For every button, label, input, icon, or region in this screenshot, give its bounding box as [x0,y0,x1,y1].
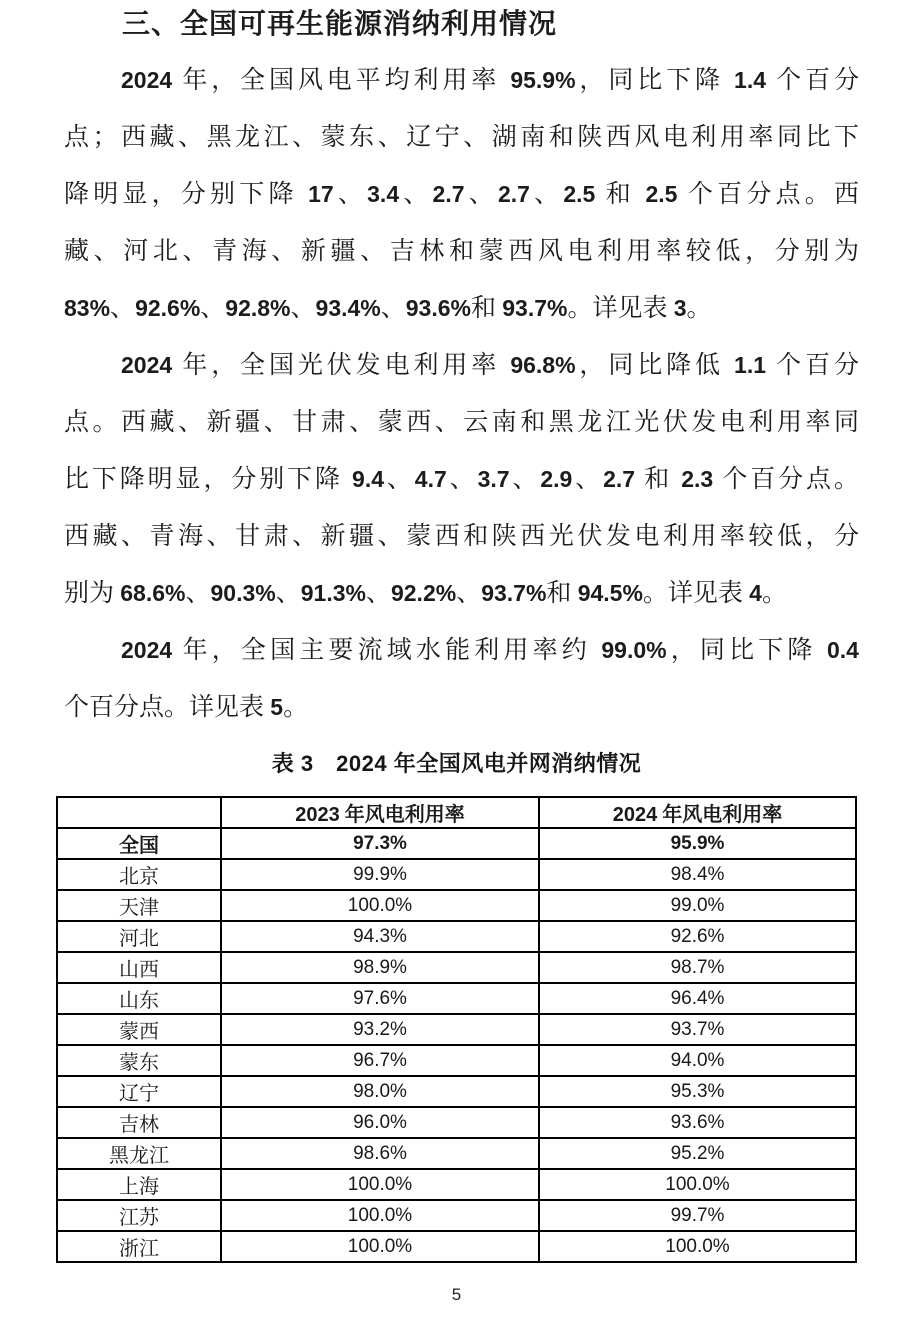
region-cell: 浙江 [57,1231,221,1262]
text-run [314,751,337,776]
text-run: 、 [572,466,604,493]
text-run: 、 [200,295,226,322]
text-run: 年风电利用率 [339,804,465,826]
number-text: 99.0% [601,637,667,663]
number-text: 2024 [336,751,388,776]
text-run: 、 [456,580,482,607]
number-text: 5 [270,694,284,720]
text-run: 个百分点。详见表 [64,694,271,721]
region-cell: 山东 [57,983,221,1014]
value-2023-cell: 100.0% [221,1231,539,1262]
text-run: 、 [509,466,541,493]
number-text: 17 [308,181,334,207]
value-2023-cell: 100.0% [221,890,539,921]
number-text: 83% [64,295,111,321]
number-text: 93.7% [481,580,547,606]
text-run: 、 [365,580,391,607]
value-2023-cell: 100.0% [221,1200,539,1231]
paragraph-line [64,508,859,565]
number-text: 1.1 [734,352,767,378]
paragraph-line [64,337,859,394]
text-run: 、 [275,580,301,607]
paragraph-line [64,565,859,622]
number-text: 93.6% [405,295,471,321]
text-run: 。 [761,580,787,607]
number-text: 93.7% [502,295,568,321]
value-2024-cell: 95.9% [539,828,856,859]
text-run: 别为 [64,580,121,607]
number-text: 93.4% [315,295,381,321]
text-run: 。详见表 [567,295,674,322]
number-text: 2.5 [563,181,596,207]
table-row [57,828,856,859]
number-text: 2024 [121,352,173,378]
number-text: 96.8% [510,352,576,378]
number-text: 9.4 [352,466,385,492]
number-text: 2024 [121,637,173,663]
value-2024-cell: 99.7% [539,1200,856,1231]
number-text: 2.3 [681,466,714,492]
table-header-cell [539,797,856,828]
table-row [57,1169,856,1200]
value-2024-cell: 98.4% [539,859,856,890]
value-2023-cell: 98.9% [221,952,539,983]
value-2024-cell: 100.0% [539,1231,856,1262]
paragraph-line [64,451,859,508]
table-header-row [57,797,856,828]
value-2023-cell: 98.0% [221,1076,539,1107]
text-run: 藏、河北、青海、新疆、吉林和蒙西风电利用率较低，分别为 [64,238,859,265]
region-cell: 黑龙江 [57,1138,221,1169]
number-text: 94.5% [577,580,643,606]
paragraph-line [64,394,859,451]
value-2024-cell: 95.3% [539,1076,856,1107]
text-run: 年全国风电并网消纳情况 [387,751,642,776]
table-row [57,1045,856,1076]
value-2023-cell: 97.6% [221,983,539,1014]
paragraph-line [64,280,859,337]
table-row [57,859,856,890]
text-run: ，同比降低 [575,352,735,379]
text-run: 。 [686,295,712,322]
table-header-cell [221,797,539,828]
paragraph-line [64,223,859,280]
number-text: 1.4 [734,67,767,93]
text-run: 、 [110,295,136,322]
number-text: 2.7 [603,466,636,492]
table-row [57,1107,856,1138]
number-text: 2.7 [432,181,465,207]
region-cell: 蒙西 [57,1014,221,1045]
paragraph-line [64,52,859,109]
section-heading: 三、全国可再生能源消纳利用情况 [122,8,558,39]
region-cell: 天津 [57,890,221,921]
value-2023-cell: 96.0% [221,1107,539,1138]
text-run: 个百分点。西 [677,181,859,208]
number-text: 91.3% [300,580,366,606]
value-2024-cell: 94.0% [539,1045,856,1076]
text-run: 个百分点。 [713,466,859,493]
text-run: 。详见表 [642,580,750,607]
text-run: 年，全国主要流域水能利用率约 [172,637,602,664]
number-text: 2024 [121,67,173,93]
text-run: ，同比下降 [575,67,735,94]
number-text: 92.6% [135,295,201,321]
region-cell: 河北 [57,921,221,952]
table-row [57,921,856,952]
region-cell: 山西 [57,952,221,983]
number-text: 2024 [612,804,658,826]
text-run: 、 [333,181,368,208]
value-2024-cell: 98.7% [539,952,856,983]
body-paragraphs [64,52,859,736]
value-2024-cell: 100.0% [539,1169,856,1200]
text-run: 和 [546,580,578,607]
number-text: 3.4 [367,181,400,207]
value-2023-cell: 99.9% [221,859,539,890]
text-run: 和 [635,466,682,493]
number-text: 2.5 [645,181,678,207]
value-2024-cell: 99.0% [539,890,856,921]
value-2024-cell: 92.6% [539,921,856,952]
number-text: 95.9% [510,67,576,93]
number-text: 2.9 [540,466,573,492]
table-body [57,828,856,1262]
number-text: 3 [300,751,314,776]
text-run: 个百分 [766,67,859,94]
page-number: 5 [451,1285,462,1304]
number-text: 0.4 [827,637,859,663]
text-run: 表 [271,751,301,776]
table-title [0,746,913,782]
text-run: 、 [185,580,211,607]
value-2023-cell: 97.3% [221,828,539,859]
number-text: 2023 [295,804,340,826]
table-row [57,1014,856,1045]
table-row [57,1200,856,1231]
number-text: 92.8% [225,295,291,321]
text-run: 年风电利用率 [657,804,783,826]
number-text: 92.2% [390,580,457,606]
text-run: 和 [595,181,646,208]
text-run: 比下降明显，分别下降 [64,466,353,493]
region-cell: 辽宁 [57,1076,221,1107]
text-run: 、 [399,181,433,208]
text-run: 、 [384,466,415,493]
number-text: 68.6% [120,580,186,606]
table-row [57,952,856,983]
number-text: 3.7 [477,466,510,492]
table-row [57,890,856,921]
value-2023-cell: 94.3% [221,921,539,952]
value-2023-cell: 100.0% [221,1169,539,1200]
value-2024-cell: 95.2% [539,1138,856,1169]
text-run: 年，全国风电平均利用率 [172,67,511,94]
value-2024-cell: 93.6% [539,1107,856,1138]
table-row [57,1231,856,1262]
region-cell: 北京 [57,859,221,890]
table-header-cell [57,797,221,828]
number-text: 4 [749,580,762,606]
paragraph-line [64,166,859,223]
text-run: 降明显，分别下降 [64,181,309,208]
table-row [57,1076,856,1107]
region-cell: 全国 [57,828,221,859]
text-run: 。 [283,694,309,721]
text-run: 和 [470,295,503,322]
number-text: 2.7 [497,181,530,207]
text-run: 个百分 [766,352,859,379]
value-2023-cell: 96.7% [221,1045,539,1076]
text-run: 西藏、青海、甘肃、新疆、蒙西和陕西光伏发电利用率较低，分 [64,523,859,550]
text-run: 点。西藏、新疆、甘肃、蒙西、云南和黑龙江光伏发电利用率同 [64,409,859,436]
number-text: 3 [673,295,687,321]
text-run: 点；西藏、黑龙江、蒙东、辽宁、湖南和陕西风电利用率同比下 [64,124,859,151]
paragraph-line [64,622,859,679]
region-cell: 上海 [57,1169,221,1200]
region-cell: 蒙东 [57,1045,221,1076]
region-cell: 江苏 [57,1200,221,1231]
paragraph-line [64,679,859,736]
value-2023-cell: 93.2% [221,1014,539,1045]
number-text: 4.7 [414,466,447,492]
text-run: 、 [290,295,316,322]
number-text: 90.3% [210,580,276,606]
text-run: 、 [446,466,478,493]
value-2024-cell: 93.7% [539,1014,856,1045]
region-cell: 吉林 [57,1107,221,1138]
text-run: 、 [529,181,564,208]
value-2024-cell: 96.4% [539,983,856,1014]
value-2023-cell: 98.6% [221,1138,539,1169]
text-run: 、 [380,295,406,322]
paragraph-line [64,109,859,166]
table-row [57,983,856,1014]
wind-utilization-table [56,796,857,1263]
text-run: 年，全国光伏发电利用率 [172,352,511,379]
text-run: ，同比下降 [666,637,827,664]
table-row [57,1138,856,1169]
text-run: 、 [464,181,498,208]
